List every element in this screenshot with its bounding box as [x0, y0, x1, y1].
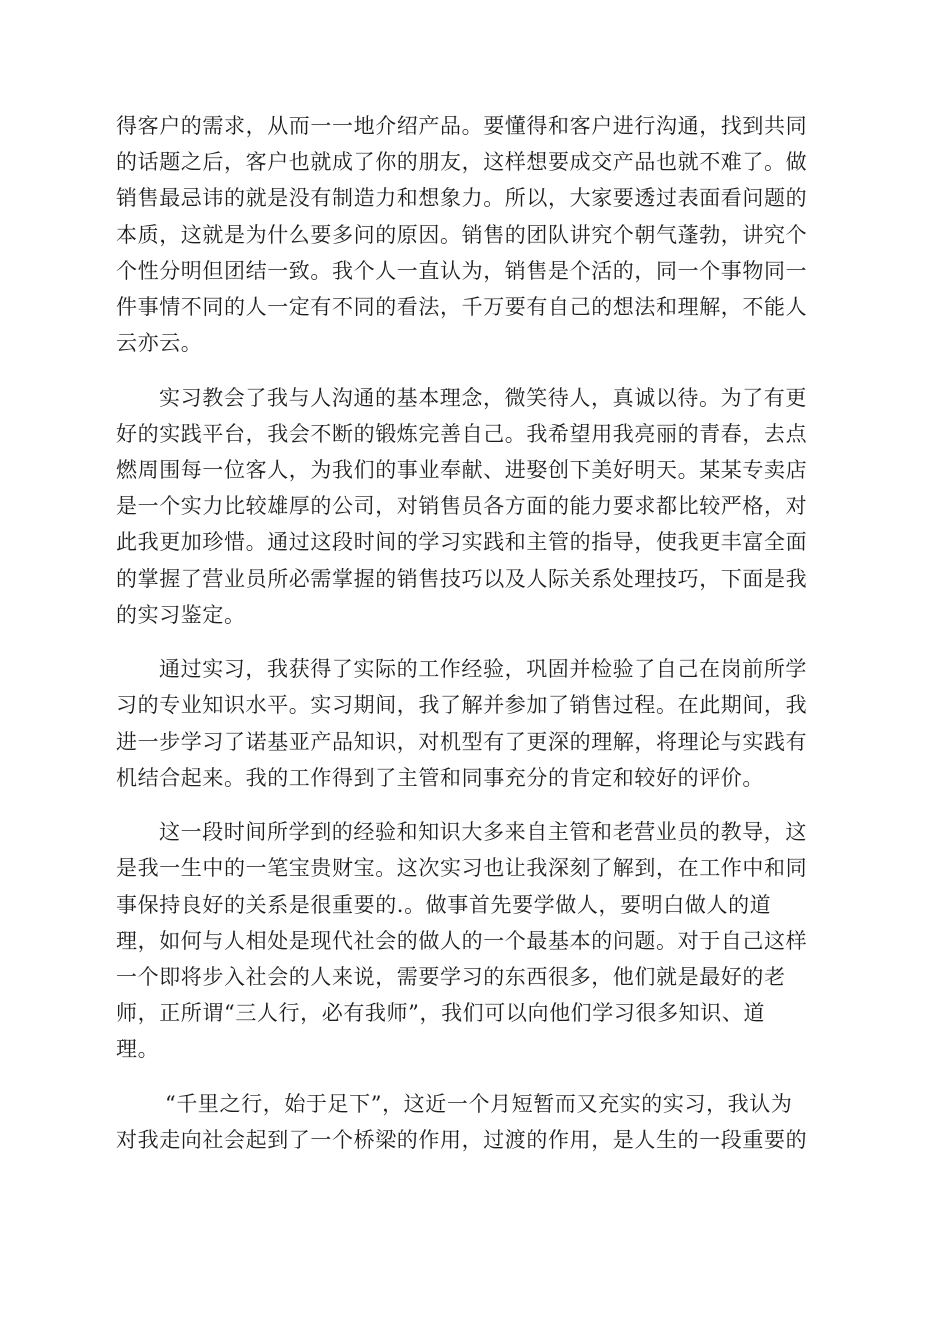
text-line: 通过实习，我获得了实际的工作经验，巩固并检验了自己在岗前所学 [159, 657, 807, 682]
paragraph-5 [116, 1086, 836, 1158]
text-line: 件事情不同的人一定有不同的看法，千万要有自己的想法和理解，不能人 [116, 294, 808, 319]
text-line: 理。 [116, 1037, 160, 1062]
text-line: 机结合起来。我的工作得到了主管和同事充分的肯定和较好的评价。 [116, 765, 764, 790]
text-line: 是一个实力比较雄厚的公司，对销售员各方面的能力要求都比较严格，对 [116, 494, 808, 519]
paragraph-3 [116, 651, 836, 796]
text-line: 销售最忌讳的就是没有制造力和想象力。所以，大家要透过表面看问题的 [116, 186, 808, 211]
text-line: 一个即将步入社会的人来说，需要学习的东西很多，他们就是最好的老 [116, 965, 786, 990]
text-line: 此我更加珍惜。通过这段时间的学习实践和主管的指导，使我更丰富全面 [116, 530, 808, 555]
text-line: 的实习鉴定。 [116, 602, 246, 627]
text-line: 好的实践平台，我会不断的锻炼完善自己。我希望用我亮丽的青春，去点 [116, 421, 808, 446]
text-line: 习的专业知识水平。实习期间，我了解并参加了销售过程。在此期间，我 [116, 693, 808, 718]
text-line: 这一段时间所学到的经验和知识大多来自主管和老营业员的教导，这 [159, 820, 807, 845]
text-line: 的话题之后，客户也就成了你的朋友，这样想要成交产品也就不难了。做 [116, 150, 808, 175]
text-line: 事保持良好的关系是很重要的.。做事首先要学做人，要明白做人的道 [116, 892, 772, 917]
text-line: 师，正所谓“三人行，必有我师”，我们可以向他们学习很多知识、道 [116, 1001, 766, 1026]
paragraph-2 [116, 380, 836, 633]
text-line: 对我走向社会起到了一个桥梁的作用，过渡的作用，是人生的一段重要的 [116, 1128, 808, 1153]
text-line: 本质，这就是为什么要多问的原因。销售的团队讲究个朝气蓬勃，讲究个 [116, 222, 808, 247]
text-line: 的掌握了营业员所必需掌握的销售技巧以及人际关系处理技巧，下面是我 [116, 566, 808, 591]
document-body [116, 108, 836, 1177]
paragraph-1 [116, 108, 836, 361]
text-line: 是我一生中的一笔宝贵财宝。这次实习也让我深刻了解到，在工作中和同 [116, 856, 808, 881]
text-line: 燃周围每一位客人，为我们的事业奉献、进娶创下美好明天。某某专卖店 [116, 457, 808, 482]
paragraph-4 [116, 814, 836, 1067]
text-line: 得客户的需求，从而一一地介绍产品。要懂得和客户进行沟通，找到共同 [116, 114, 808, 138]
text-line: 个性分明但团结一致。我个人一直认为，销售是个活的，同一个事物同一 [116, 258, 808, 283]
text-line: 云亦云。 [116, 331, 203, 356]
text-line: 理，如何与人相处是现代社会的做人的一个最基本的问题。对于自己这样 [116, 928, 808, 953]
text-line: “千里之行，始于足下”，这近一个月短暂而又充实的实习，我认为 [165, 1091, 793, 1116]
text-line: 实习教会了我与人沟通的基本理念，微笑待人，真诚以待。为了有更 [159, 385, 807, 410]
text-line: 进一步学习了诺基亚产品知识，对机型有了更深的理解，将理论与实践有 [116, 729, 808, 754]
